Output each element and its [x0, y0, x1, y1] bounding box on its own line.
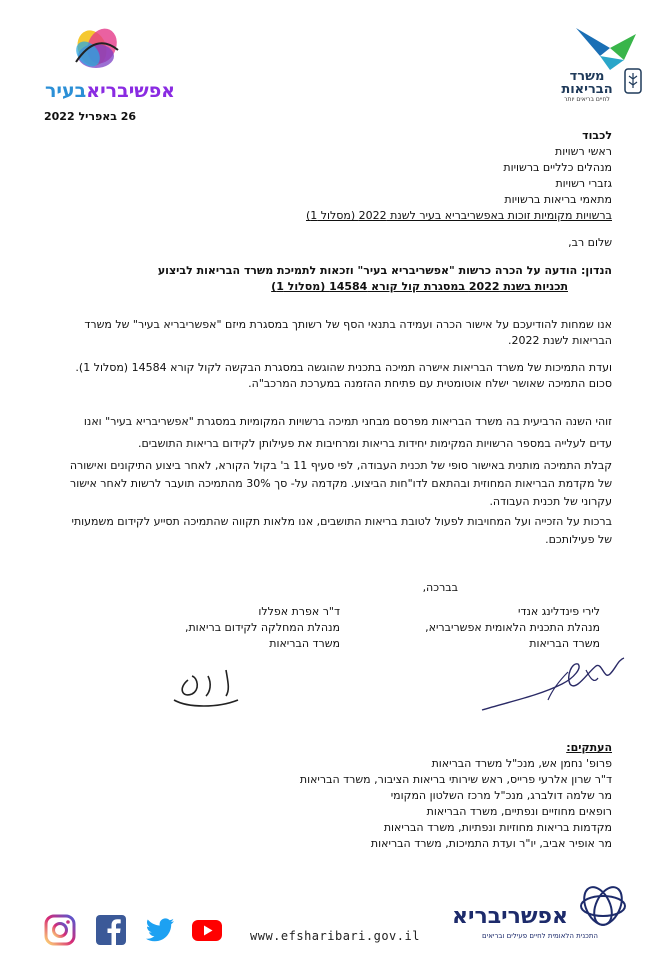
letter-date: 26 באפריל 2022	[44, 110, 137, 123]
signatory-title: מנהלת התכנית הלאומית אפשריבריא,	[425, 621, 600, 634]
city-logo-text	[42, 80, 178, 102]
body-line: סכום התמיכה שאושר ישלח אוטומטית עם פתיחת ההזמנה במערכת המרכב"ה.	[248, 377, 612, 390]
greeting: שלום רב,	[568, 236, 612, 249]
copy-recipient: מקדמות בריאות מחוזיות ונפתיות, משרד הבריאות	[383, 821, 612, 834]
body-line: עקרוני של תכנית העבודה.	[489, 495, 612, 508]
body-line: של פעילותכם.	[545, 533, 612, 546]
program-logo-text: אפשריבריא	[452, 904, 569, 929]
copy-recipient: רופאים מחוזיים ונפתיים, משרד הבריאות	[426, 805, 612, 818]
body-line: הבריאות לשנת 2022.	[508, 334, 612, 347]
subject-block	[52, 263, 612, 295]
copy-recipient: ד"ר שרון אלרעי פרייס, ראש שירותי בריאות הציבור, משרד הבריאות	[299, 773, 612, 786]
website-link[interactable]: www.efsharibari.gov.il	[250, 929, 420, 943]
instagram-icon[interactable]	[44, 914, 76, 946]
signatory-org: משרד הבריאות	[529, 637, 600, 650]
program-tagline: התכנית הלאומית לחיים פעילים ובריאים	[482, 932, 598, 940]
recipient-line: מנהלים כלליים ברשויות	[503, 161, 612, 174]
efsharibari-city-logo-mark	[66, 22, 128, 80]
subject-line-1: הודעה על הכרה כרשות "אפשריבריא בעיר" וזכאות לתמיכת משרד הבריאות לביצוע	[157, 264, 578, 277]
subject-line-2: תכניות בשנת 2022 במסגרת קול קורא 14584 (מסלול 1)	[271, 280, 568, 293]
signatory-title: מנהלת המחלקה לקידום בריאות,	[184, 621, 340, 634]
recipient-line-underlined: ברשויות מקומיות זוכות באפשריבריא בעיר לשנת 2022 (מסלול 1)	[305, 209, 612, 222]
city-logo-part2: בעיר	[44, 80, 87, 102]
copy-recipient: מר שלמה דולברג, מנכ"ל מרכז השלטון המקומי	[390, 789, 612, 802]
signatory-left	[130, 604, 340, 652]
ministry-name: משרד הבריאות	[561, 69, 613, 97]
copies-list	[92, 756, 612, 852]
subject-label: הנדון:	[581, 264, 612, 277]
body-paragraph-4	[37, 458, 612, 548]
state-emblem-icon	[624, 68, 642, 94]
ministry-of-health-logo-mark	[570, 26, 640, 72]
body-paragraph-1	[37, 317, 612, 349]
closing-blessing: בברכה,	[422, 581, 458, 594]
body-line: ברכות על הזכייה ועל המחויבות לפעול לטובת בריאות התושבים, אנו מלאות תקווה שהתמיכה תסייע לקידום משמעותי	[71, 515, 612, 528]
body-paragraph-3	[37, 414, 612, 452]
signatory-name: לירי פינדלינג אנדי	[518, 605, 600, 618]
recipients-block	[192, 128, 612, 224]
body-line: אנו שמחות להודיעכם על אישור הכרה ועמידה בתנאי הסף של רשותך במסגרת מיזם "אפשריבריא בעיר" של משרד	[84, 318, 612, 331]
handwritten-signature-right	[478, 650, 628, 720]
body-line: קבלת התמיכה מותנית באישור סופי של תכנית העבודה, לפי סעיף 11 ב' בקול הקורא, לאחר ביצוע התיקונים ואישורה	[69, 459, 612, 472]
signatory-name: ד"ר אפרת אפללו	[258, 605, 340, 618]
signatory-right	[390, 604, 600, 652]
recipient-line: מתאמי בריאות ברשויות	[504, 193, 612, 206]
efsharibari-program-logo-mark	[574, 880, 632, 932]
copy-recipient: מר אופיר אביב, יו"ר ועדת התמיכות, משרד הבריאות	[370, 837, 612, 850]
body-line: זוהי השנה הרביעית בה משרד הבריאות מפרסם מבחני תמיכה ברשויות המקומיות במסגרת "אפשריבריא בעיר" ואנו	[83, 415, 612, 428]
facebook-icon[interactable]	[95, 914, 127, 946]
recipient-line: גזברי רשויות	[555, 177, 612, 190]
body-paragraph-2	[37, 360, 612, 392]
handwritten-signature-left	[168, 660, 258, 712]
city-logo-part1: אפשיבריא	[86, 80, 176, 102]
body-line: של מקדמת הבריאות המחוזית ובהתאם לדו"חות הביצוע. מקדמה על- סך 30% מהתמיכה תועבר לרשות לאחר אישור	[69, 477, 612, 490]
youtube-icon[interactable]	[191, 914, 223, 946]
copies-title: העתקים:	[566, 741, 612, 754]
body-line: עדים לעלייה במספר הרשויות המקימות יחידות בריאות ומרחיבות את פעילותן לקידום בריאות התושבים.	[137, 437, 612, 450]
copy-recipient: פרופ' נחמן אש, מנכ"ל משרד הבריאות	[431, 757, 612, 770]
twitter-icon[interactable]	[144, 914, 176, 946]
recipients-title: לכבוד	[582, 129, 612, 142]
recipient-line: ראשי רשויות	[555, 145, 612, 158]
body-line: ועדת התמיכות של משרד הבריאות אישרה תמיכה בתכנית שהוגשה במסגרת הבקשה לקול קורא 14584 (מסלול 1).	[75, 361, 612, 374]
ministry-tagline: לחיים בריאים יותר	[564, 96, 610, 103]
signatory-org: משרד הבריאות	[269, 637, 340, 650]
